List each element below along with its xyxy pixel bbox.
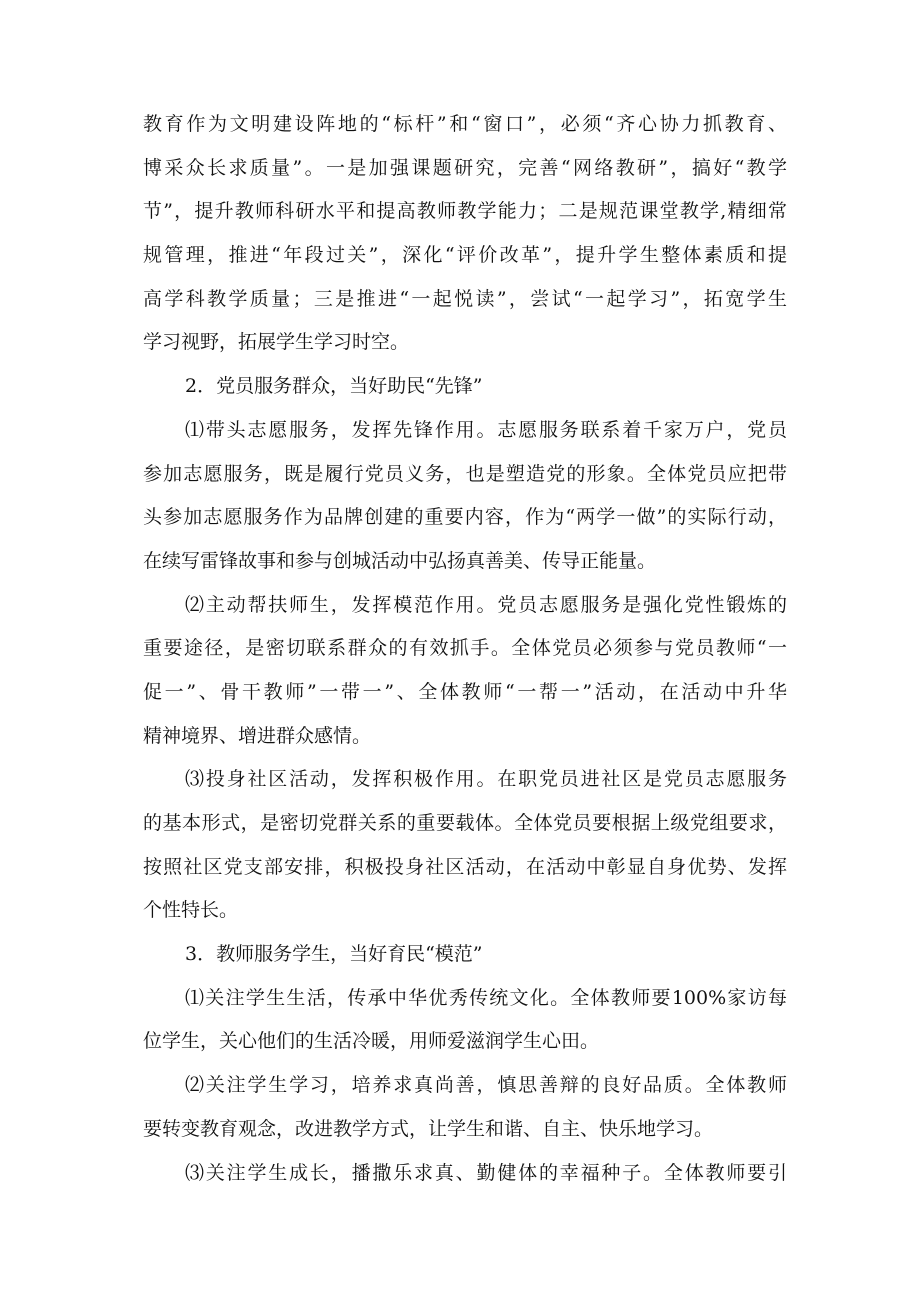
text-line: 个性特长。 — [143, 899, 239, 922]
text-line: 规管理，推进“年段过关”，深化“评价改革”，提升学生整体素质和提 — [143, 244, 787, 267]
paragraph — [143, 409, 787, 584]
text-line: 促一”、骨干教师”一带一”、全体教师“一帮一”活动，在活动中升华 — [143, 680, 787, 703]
paragraph — [143, 977, 787, 1064]
paragraph — [143, 103, 787, 365]
text-line: ⑵关注学生学习，培养求真尚善，慎思善辩的良好品质。全体教师 — [185, 1074, 787, 1097]
text-line: ⑵主动帮扶师生，发挥模范作用。党员志愿服务是强化党性锻炼的 — [185, 593, 787, 616]
text-line: 重要途径，是密切联系群众的有效抓手。全体党员必须参与党员教师“一 — [143, 637, 787, 660]
text-line: ⑶投身社区活动，发挥积极作用。在职党员进社区是党员志愿服务 — [185, 768, 787, 791]
text-line: 博采众长求质量”。一是加强课题研究，完善“网络教研”，搞好“教学 — [143, 156, 787, 179]
paragraph — [143, 584, 787, 759]
text-line: 节”，提升教师科研水平和提高教师教学能力；二是规范课堂教学,精细常 — [143, 200, 787, 223]
text-line: 要转变教育观念，改进教学方式，让学生和谐、自主、快乐地学习。 — [143, 1117, 714, 1140]
text-line: ⑴关注学生生活，传承中华优秀传统文化。全体教师要100%家访每 — [185, 986, 787, 1009]
text-line: 头参加志愿服务作为品牌创建的重要内容，作为“两学一做”的实际行动， — [143, 506, 787, 529]
text-line: 高学科教学质量；三是推进“一起悦读”，尝试“一起学习”，拓宽学生 — [143, 287, 787, 310]
text-line: 学习视野，拓展学生学习时空。 — [143, 331, 410, 354]
text-line: 的基本形式，是密切党群关系的重要载体。全体党员要根据上级党组要求， — [143, 812, 787, 834]
text-line: 参加志愿服务，既是履行党员义务，也是塑造党的形象。全体党员应把带 — [143, 462, 787, 485]
section-heading — [143, 365, 787, 409]
text-line: 教育作为文明建设阵地的“标杆”和“窗口”，必须“齐心协力抓教育、 — [143, 113, 787, 135]
text-line: 位学生，关心他们的生活冷暖，用师爱滋润学生心田。 — [143, 1030, 600, 1053]
text-line: 按照社区党支部安排，积极投身社区活动，在活动中彰显自身优势、发挥 — [143, 855, 787, 878]
heading-text: 3．教师服务学生，当好育民“模范” — [185, 943, 483, 966]
text-line: 在续写雷锋故事和参与创城活动中弘扬真善美、传导正能量。 — [143, 549, 657, 572]
paragraph — [143, 758, 787, 933]
text-line: ⑶关注学生成长，播撒乐求真、勤健体的幸福种子。全体教师要引 — [185, 1161, 787, 1184]
document-body — [143, 103, 787, 1195]
text-line: ⑴带头志愿服务，发挥先锋作用。志愿服务联系着千家万户，党员 — [185, 418, 787, 441]
paragraph — [143, 1064, 787, 1151]
heading-text: 2．党员服务群众，当好助民“先锋” — [185, 375, 483, 398]
text-line: 精神境界、增进群众感情。 — [143, 724, 372, 747]
paragraph — [143, 1152, 787, 1196]
section-heading — [143, 933, 787, 977]
